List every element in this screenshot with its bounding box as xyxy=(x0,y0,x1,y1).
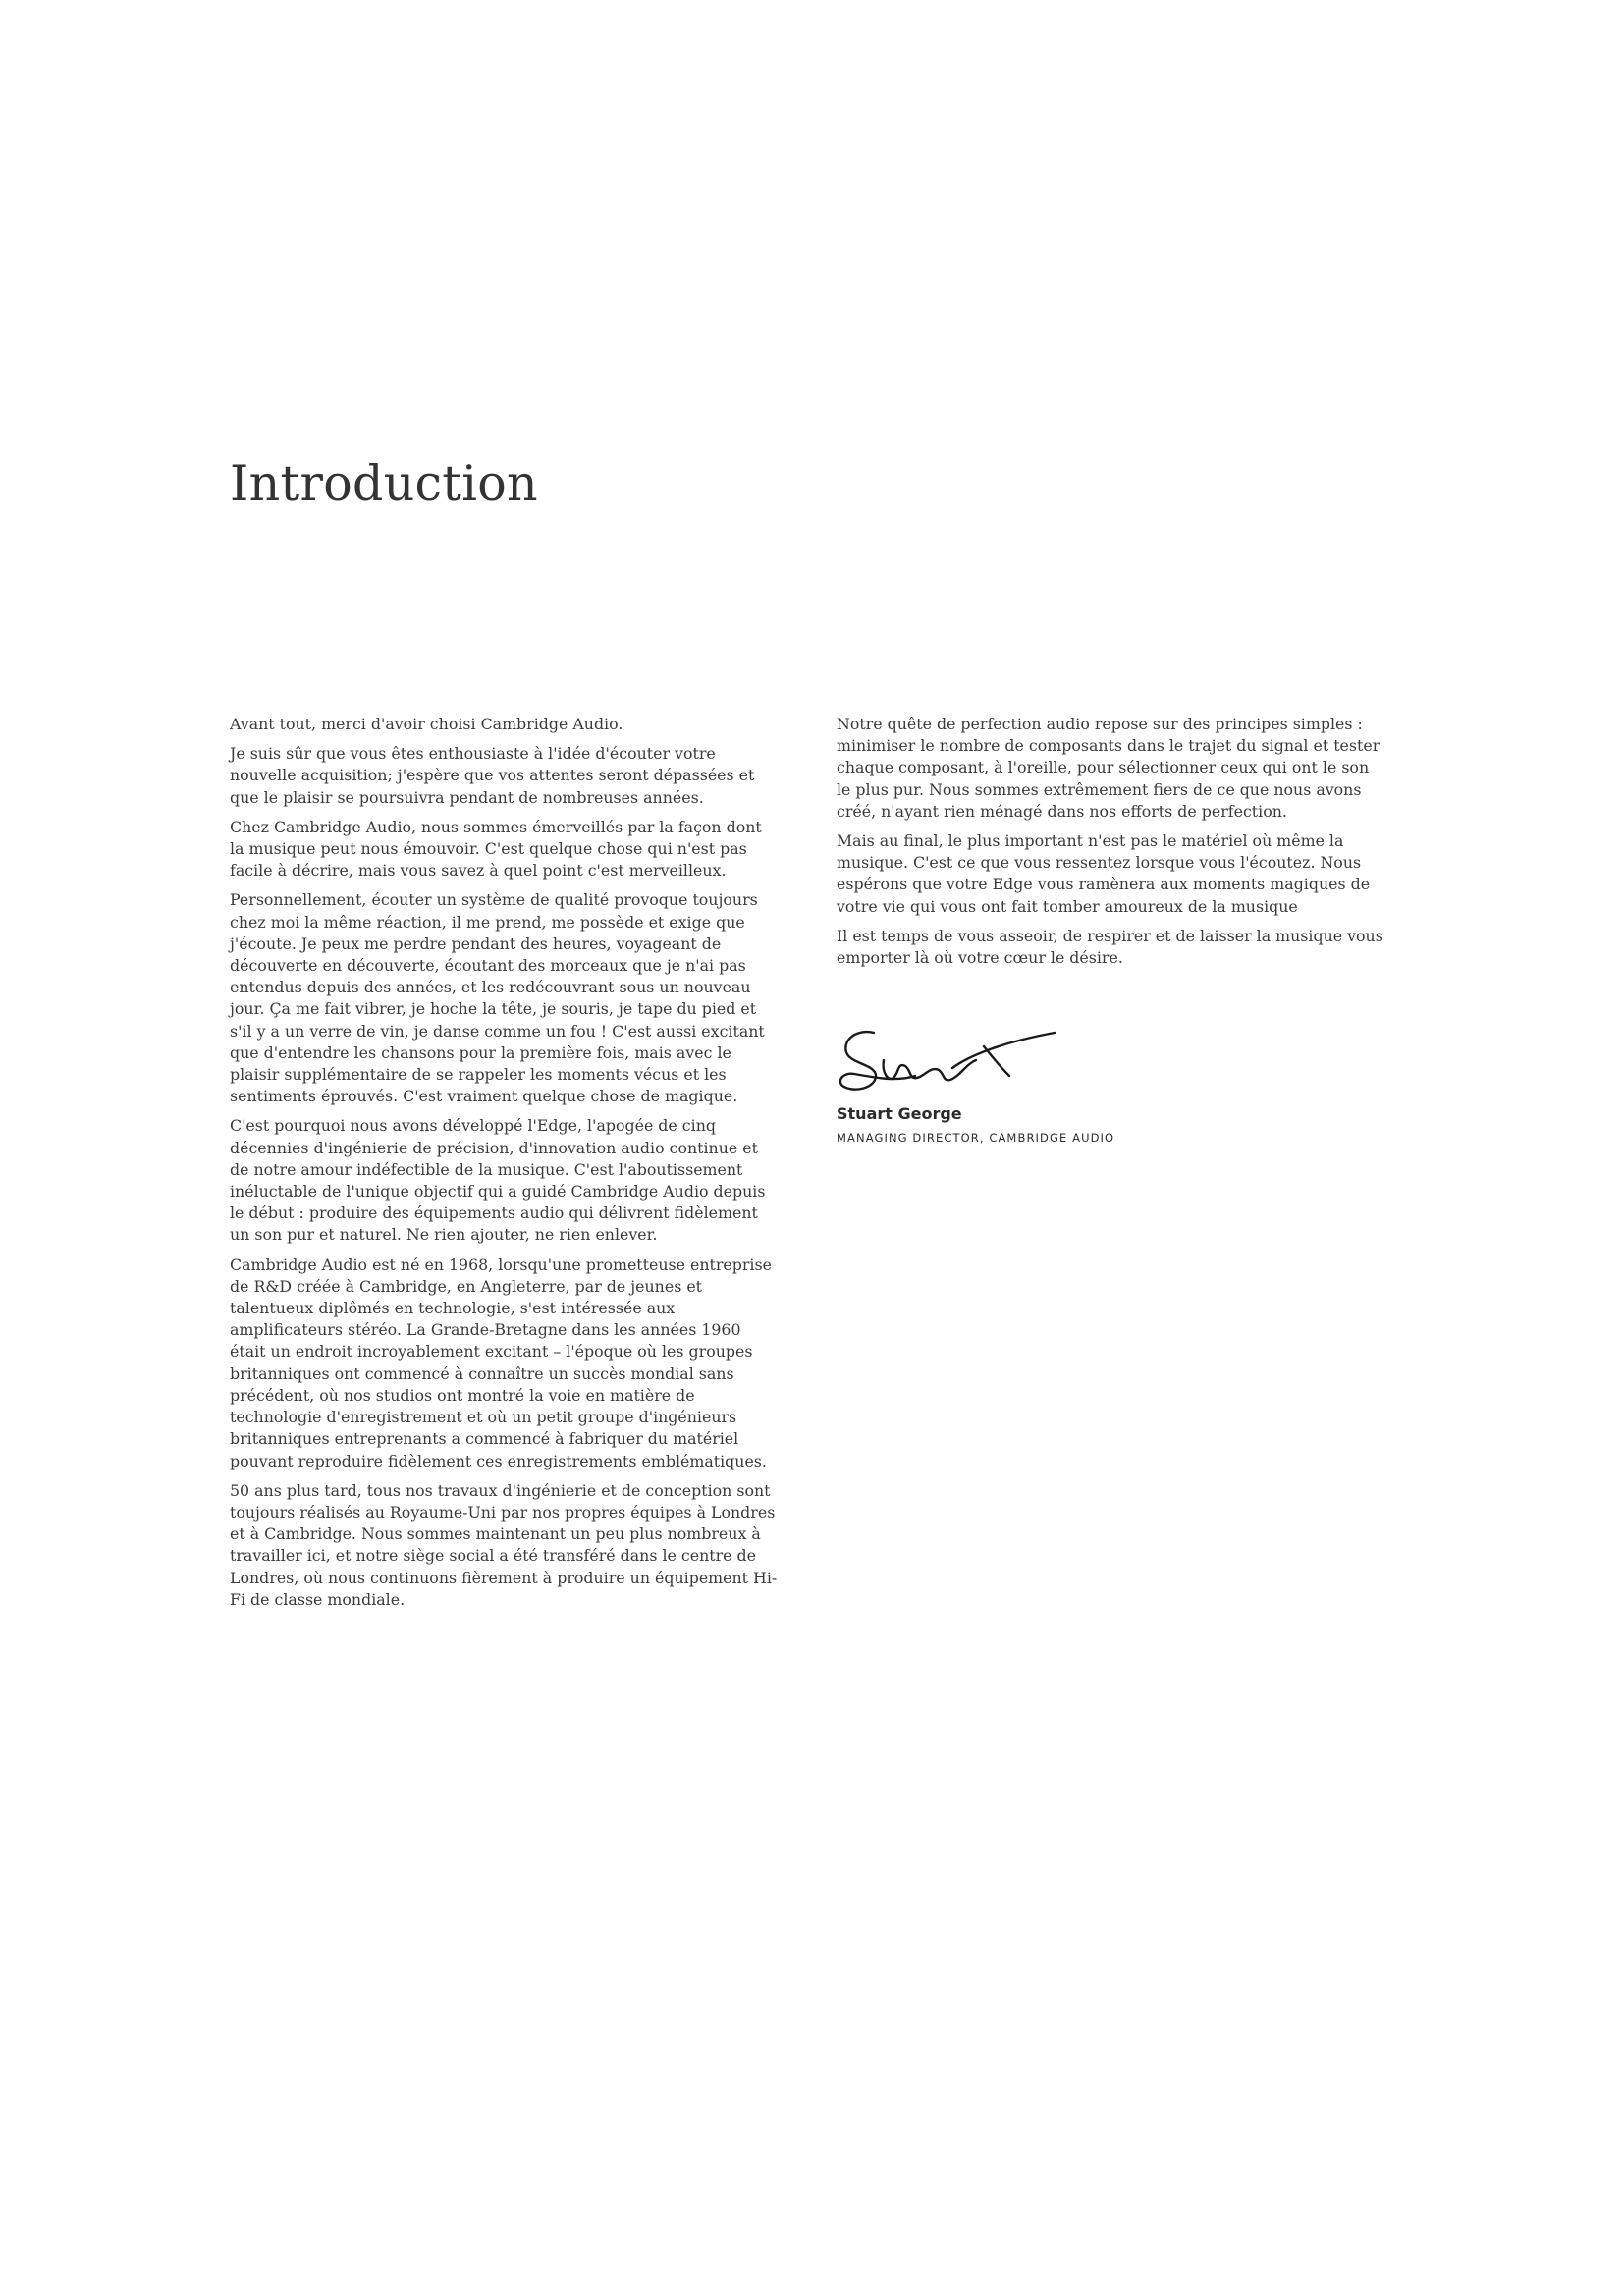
paragraph: Mais au final, le plus important n'est pas le matériel où même la musique. C'est ce que vous ressentez lorsque vous l'écoutez. Nous espérons que votre Edge vous ramènera aux moments magiques de votre vie qui vous ont fait tomber amoureux de la musique xyxy=(837,831,1371,916)
paragraph: Chez Cambridge Audio, nous sommes émerveillés par la façon dont la musique peut nous émouvoir. C'est quelque chose qui n'est pas facile à décrire, mais vous savez à quel point c'est merveilleux. xyxy=(230,817,762,881)
signatory-role: MANAGING DIRECTOR, CAMBRIDGE AUDIO xyxy=(837,1131,1115,1145)
paragraph: Avant tout, merci d'avoir choisi Cambridge Audio. xyxy=(230,715,623,733)
paragraph: 50 ans plus tard, tous nos travaux d'ingénierie et de conception sont toujours réalisés au Royaume-Uni par nos propres équipes à Londres et à Cambridge. Nous sommes maintenant un peu plus nombreux à travailler ici, et notre siège social a été transféré dans le centre de Londres, où nous continuons fièrement à produire un équipement Hi-Fi de classe mondiale. xyxy=(230,1480,778,1609)
paragraph: Cambridge Audio est né en 1968, lorsqu'une prometteuse entreprise de R&D créée à Cambridge, en Angleterre, par de jeunes et talentueux diplômés en technologie, s'est intéressée aux amplificateurs stéréo. La Grande-Bretagne dans les années 1960 était un endroit incroyablement excitant – l'époque où les groupes britanniques ont commencé à connaître un succès mondial sans précédent, où nos studios ont montré la voie en matière de technologie d'enregistrement et où un petit groupe d'ingénieurs britanniques entreprenants a commencé à fabriquer du matériel pouvant reproduire fidèlement ces enregistrements emblématiques. xyxy=(230,1255,772,1470)
signatory-name: Stuart George xyxy=(837,1104,962,1123)
page-title: Introduction xyxy=(230,455,538,511)
paragraph: Personnellement, écouter un système de qualité provoque toujours chez moi la même réaction, il me prend, me possède et exige que j'écoute. Je peux me perdre pendant des heures, voyageant de découverte en découverte, écoutant des morceaux que je n'ai pas entendus depuis des années, et les redécouvrant sous un nouveau jour. Ça me fait vibrer, je hoche la tête, je souris, je tape du pied et s'il y a un verre de vin, je danse comme un fou ! C'est aussi excitant que d'entendre les chansons pour la première fois, mais avec le plaisir supplémentaire de se rappeler les moments vécus et les sentiments éprouvés. C'est vraiment quelque chose de magique. xyxy=(230,890,765,1106)
right-column xyxy=(837,714,1386,977)
paragraph: C'est pourquoi nous avons développé l'Edge, l'apogée de cinq décennies d'ingénierie de précision, d'innovation audio continue et de notre amour indéfectible de la musique. C'est l'aboutissement inéluctable de l'unique objectif qui a guidé Cambridge Audio depuis le début : produire des équipements audio qui délivrent fidèlement un son pur et naturel. Ne rien ajouter, ne rien enlever. xyxy=(230,1116,766,1245)
paragraph: Il est temps de vous asseoir, de respirer et de laisser la musique vous emporter là où votre cœur le désire. xyxy=(837,926,1383,968)
handwritten-signature xyxy=(837,1021,1072,1099)
left-column xyxy=(230,714,780,1619)
paragraph: Je suis sûr que vous êtes enthousiaste à l'idée d'écouter votre nouvelle acquisition; j'espère que vos attentes seront dépassées et que le plaisir se poursuivra pendant de nombreuses années. xyxy=(230,744,755,807)
paragraph: Notre quête de perfection audio repose sur des principes simples : minimiser le nombre de composants dans le trajet du signal et tester chaque composant, à l'oreille, pour sélectionner ceux qui ont le son le plus pur. Nous sommes extrêmement fiers de ce que nous avons créé, n'ayant rien ménagé dans nos efforts de perfection. xyxy=(837,715,1380,821)
